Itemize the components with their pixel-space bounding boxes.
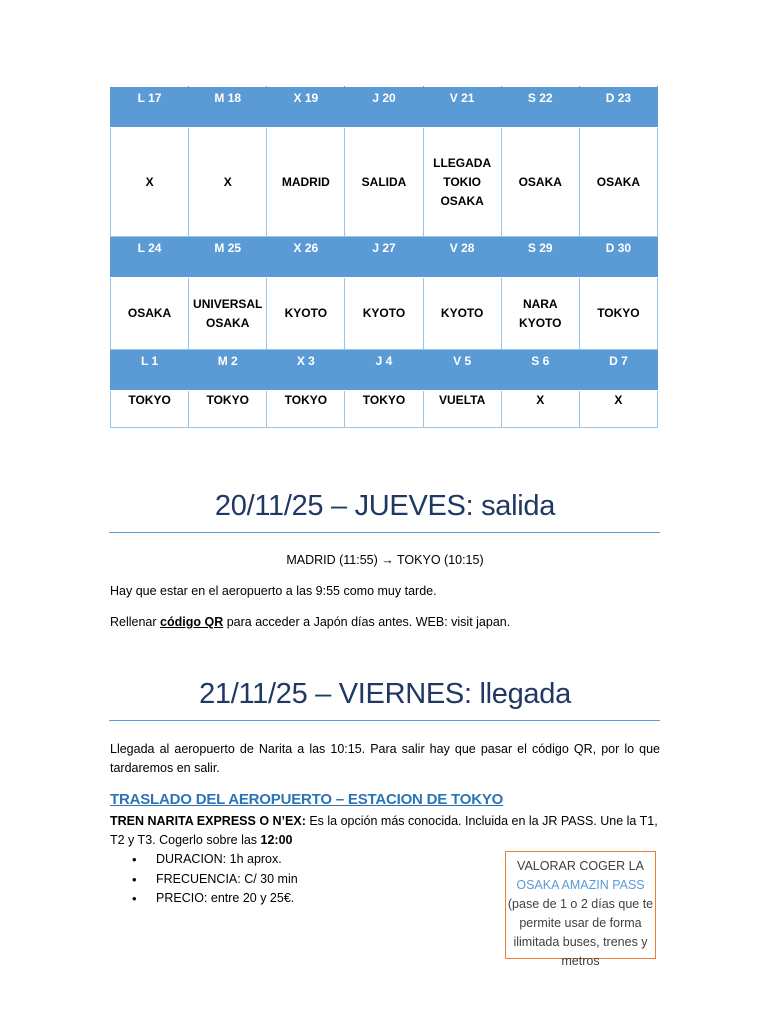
calendar-cell-line: TOKYO [597, 306, 640, 320]
calendar-day-cell [189, 128, 267, 237]
calendar-day-header: X 3 [267, 350, 345, 391]
calendar-body-row [111, 128, 658, 237]
calendar-day-cell [501, 391, 579, 428]
calendar-day-header: S 6 [501, 350, 579, 391]
calendar-day-cell [423, 391, 501, 428]
calendar-day-cell [111, 391, 189, 428]
calendar-header-row [111, 87, 658, 128]
calendar-day-cell [423, 278, 501, 350]
calendar-cell-line: VUELTA [439, 393, 486, 407]
calendar-cell-line: NARA [522, 296, 558, 311]
calendar-day-cell [579, 278, 657, 350]
calendar-cell-line: SALIDA [361, 174, 407, 189]
calendar-cell-line: TOKIO [443, 174, 482, 189]
calendar-cell-line: TOKYO [206, 393, 249, 407]
calendar-day-header: D 30 [579, 237, 657, 278]
calendar-cell-line: OSAKA [518, 174, 562, 189]
calendar-cell-line: X [223, 174, 232, 189]
qr-note-pre: Rellenar [110, 615, 161, 629]
calendar-day-cell [579, 391, 657, 428]
calendar-day-cell [423, 128, 501, 237]
heading-underline [109, 720, 660, 721]
list-item: • PRECIO: entre 20 y 25€. [110, 889, 298, 909]
list-item: • FRECUENCIA: C/ 30 min [110, 870, 298, 890]
calendar-day-cell [501, 128, 579, 237]
calendar-day-cell [501, 278, 579, 350]
calendar-cell-line: TOKYO [362, 393, 406, 407]
flight-info: MADRID (11:55) → TOKYO (10:15) [286, 553, 484, 567]
calendar-header-row [111, 237, 658, 278]
qr-note [110, 613, 660, 632]
calendar-day-header: L 1 [111, 350, 189, 391]
callout-box [505, 851, 656, 968]
calendar-day-cell [579, 128, 657, 237]
calendar-day-header: S 29 [501, 237, 579, 278]
train-details-list [110, 850, 298, 909]
calendar-cell-line: KYOTO [440, 306, 484, 320]
calendar-day-cell [345, 278, 423, 350]
callout-highlight: OSAKA AMAZIN PASS [516, 878, 645, 892]
train-name: TREN NARITA EXPRESS O N’EX: [110, 814, 306, 828]
calendar-day-header: D 7 [579, 350, 657, 391]
calendar-day-header: L 17 [111, 87, 189, 128]
qr-code-link[interactable]: código QR [160, 615, 224, 629]
arrival-paragraph: Llegada al aeropuerto de Narita a las 10:15. Para salir hay que pasar el código QR, por lo que tardaremos en salir. [110, 742, 660, 775]
calendar-cell-line: X [536, 393, 545, 407]
section-heading-jueves: 20/11/25 – JUEVES: salida [214, 490, 556, 522]
calendar-cell-line: MADRID [281, 174, 330, 189]
calendar-cell-line: UNIVERSAL [193, 296, 263, 311]
calendar-day-cell [189, 278, 267, 350]
calendar-day-cell [111, 278, 189, 350]
section-heading-viernes: 21/11/25 – VIERNES: llegada [199, 678, 571, 710]
calendar-body-row [111, 278, 658, 350]
calendar-day-header: J 20 [345, 87, 423, 128]
calendar-day-header: D 23 [579, 87, 657, 128]
calendar-day-cell [267, 391, 345, 428]
calendar-day-header: J 4 [345, 350, 423, 391]
calendar-day-header: V 21 [423, 87, 501, 128]
callout-line: VALORAR COGER LA [517, 859, 644, 873]
calendar-day-header: M 2 [189, 350, 267, 391]
calendar-day-cell [345, 391, 423, 428]
calendar-day-cell [267, 128, 345, 237]
calendar-day-header: L 24 [111, 237, 189, 278]
calendar-cell-line: TOKYO [284, 393, 328, 407]
calendar-body-row [111, 391, 658, 428]
calendar-cell-line: KYOTO [519, 315, 562, 330]
qr-note-post: para acceder a Japón días antes. WEB: visit japan. [223, 615, 511, 629]
train-time: 12:00 [260, 833, 293, 847]
calendar-day-cell [189, 391, 267, 428]
calendar-day-header: X 19 [267, 87, 345, 128]
calendar-header-row [111, 350, 658, 391]
calendar-day-header: V 28 [423, 237, 501, 278]
calendar-day-header: S 22 [501, 87, 579, 128]
calendar-cell-line: OSAKA [206, 315, 250, 330]
calendar-cell-line: KYOTO [362, 306, 406, 320]
train-paragraph [110, 812, 660, 850]
calendar-cell-line: X [145, 174, 154, 189]
calendar-day-header: V 5 [423, 350, 501, 391]
airport-time-note: Hay que estar en el aeropuerto a las 9:55 como muy tarde. [110, 584, 437, 598]
heading-underline [109, 532, 660, 533]
calendar-cell-line: OSAKA [440, 193, 484, 208]
calendar-cell-line: OSAKA [596, 174, 641, 189]
calendar-day-cell [345, 128, 423, 237]
train-description: Es la opción más conocida. Incluida en la JR PASS. Une la T1, T2 y T3. Cogerlo sobre las [110, 814, 658, 847]
list-item: • DURACION: 1h aprox. [110, 850, 298, 870]
calendar-day-cell [111, 128, 189, 237]
calendar-cell-line: KYOTO [284, 306, 328, 320]
calendar-day-header: X 26 [267, 237, 345, 278]
calendar-day-cell [267, 278, 345, 350]
calendar-day-header: M 18 [189, 87, 267, 128]
callout-text: (pase de 1 o 2 días que te permite usar de forma ilimitada buses, trenes y metros [507, 897, 654, 968]
calendar-cell-line: LLEGADA [433, 155, 492, 170]
calendar-cell-line: X [614, 393, 623, 407]
calendar-day-header: M 25 [189, 237, 267, 278]
calendar-cell-line: OSAKA [127, 306, 172, 320]
calendar-table [110, 86, 658, 428]
transfer-subheading: TRASLADO DEL AEROPUERTO – ESTACION DE TOKYO [110, 791, 504, 808]
calendar-day-header: J 27 [345, 237, 423, 278]
calendar-cell-line: TOKYO [128, 393, 171, 407]
